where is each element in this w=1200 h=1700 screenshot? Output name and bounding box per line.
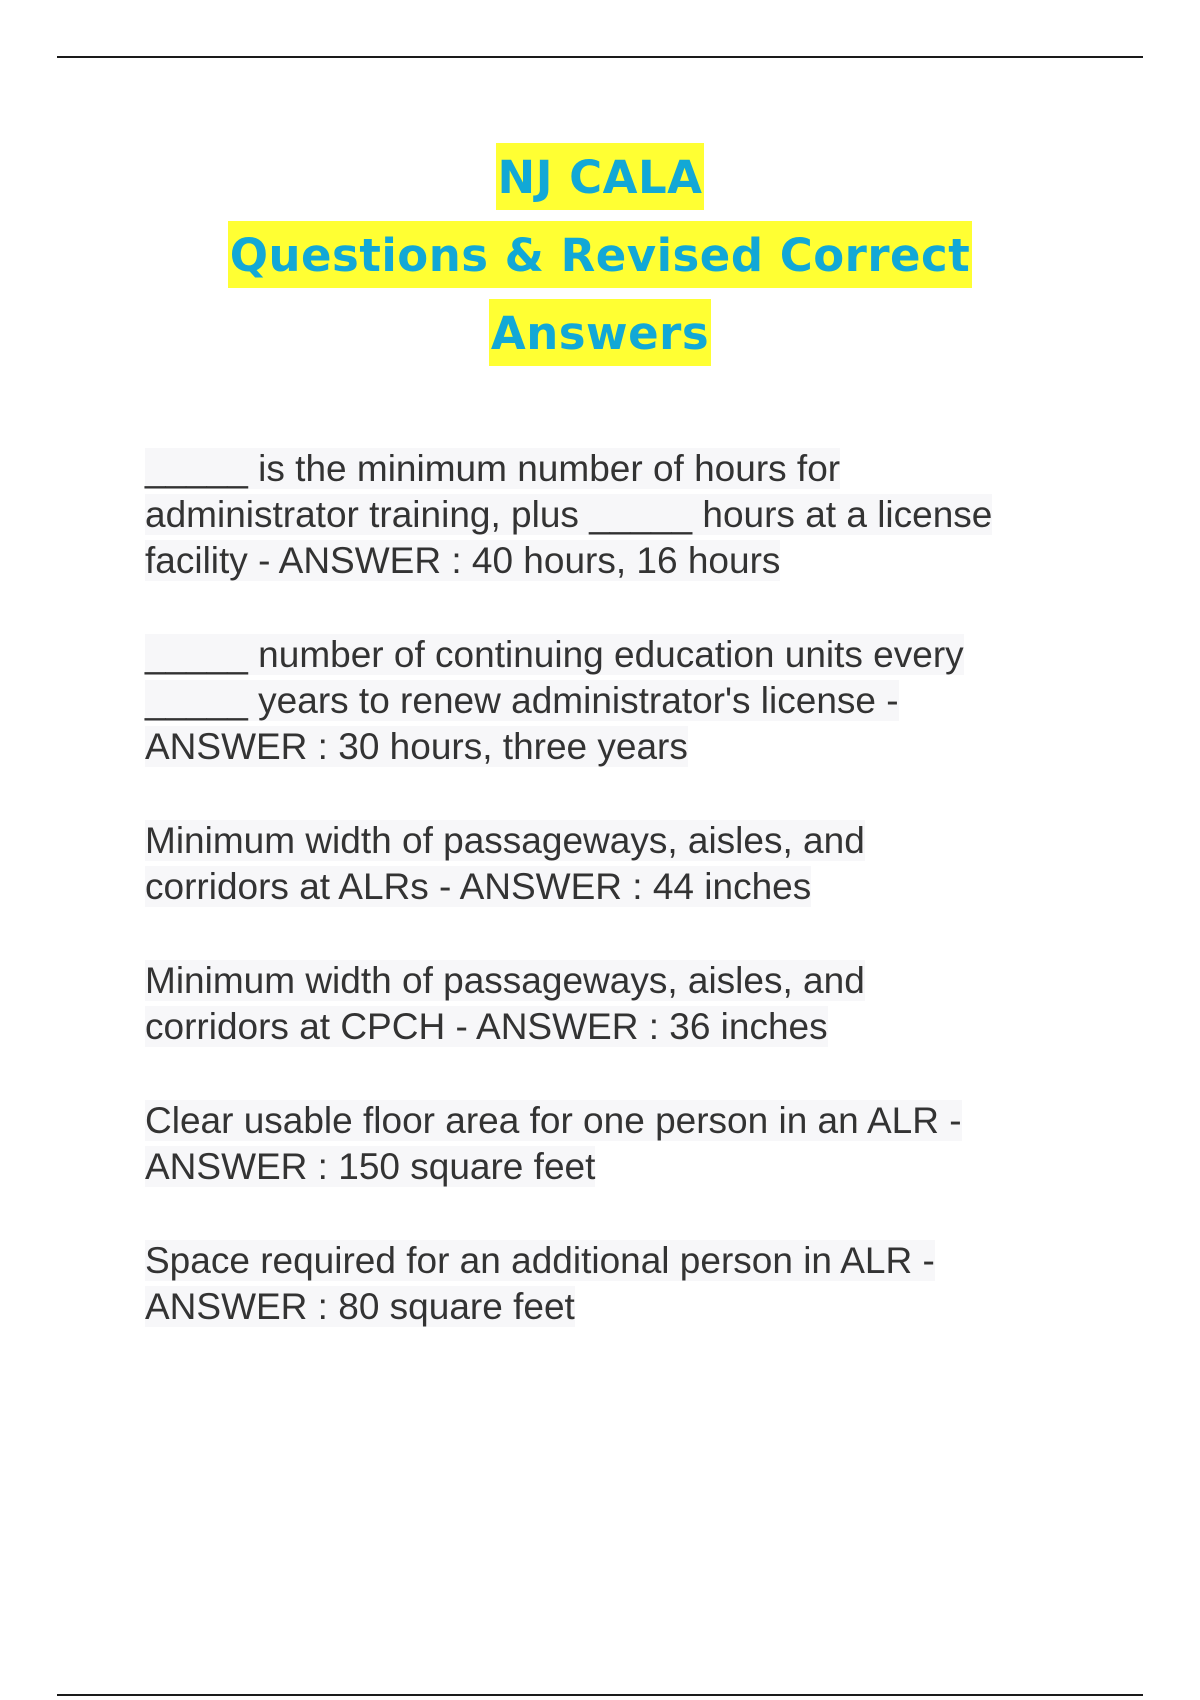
qa-line: Clear usable floor area for one person in an ALR -	[145, 1100, 962, 1141]
title-line-1: NJ CALA	[496, 143, 705, 210]
bottom-rule	[57, 1694, 1143, 1696]
qa-line: ANSWER : 30 hours, three years	[145, 726, 688, 767]
qa-item	[145, 632, 1065, 770]
qa-line: Minimum width of passageways, aisles, and	[145, 820, 865, 861]
title-line-3: Answers	[489, 299, 711, 366]
qa-line: ANSWER : 80 square feet	[145, 1286, 575, 1327]
qa-line: Minimum width of passageways, aisles, and	[145, 960, 865, 1001]
qa-item	[145, 818, 1065, 910]
qa-item	[145, 958, 1065, 1050]
qa-list	[145, 446, 1065, 1378]
qa-line: _____ years to renew administrator's license -	[145, 680, 899, 721]
qa-line: Space required for an additional person in ALR -	[145, 1240, 935, 1281]
document-title	[0, 143, 1200, 377]
qa-line: facility - ANSWER : 40 hours, 16 hours	[145, 540, 781, 581]
qa-line: corridors at CPCH - ANSWER : 36 inches	[145, 1006, 828, 1047]
qa-line: _____ is the minimum number of hours for	[145, 448, 841, 489]
title-line-2: Questions & Revised Correct	[228, 221, 973, 288]
qa-line: _____ number of continuing education units every	[145, 634, 964, 675]
qa-item	[145, 446, 1065, 584]
qa-line: ANSWER : 150 square feet	[145, 1146, 596, 1187]
qa-item	[145, 1238, 1065, 1330]
qa-line: administrator training, plus _____ hours at a license	[145, 494, 993, 535]
qa-item	[145, 1098, 1065, 1190]
top-rule	[57, 56, 1143, 58]
qa-line: corridors at ALRs - ANSWER : 44 inches	[145, 866, 812, 907]
